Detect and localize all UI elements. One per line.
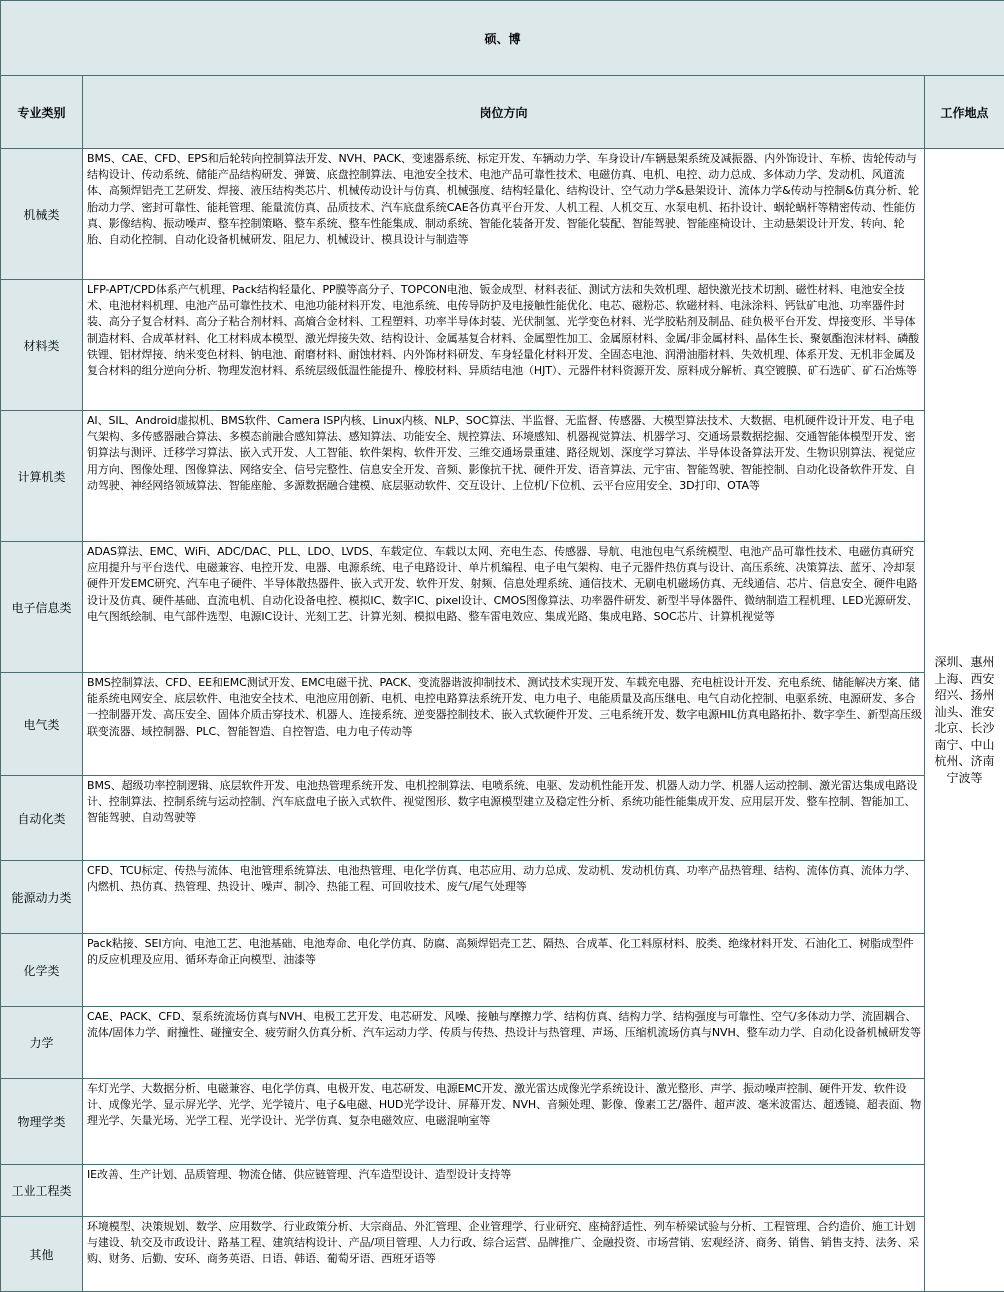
table-row xyxy=(1,1217,1004,1292)
category-cell: 力学 xyxy=(1,1007,83,1079)
direction-cell: CFD、TCU标定、传热与流体、电池管理系统算法、电池热管理、电化学仿真、电芯应用、动力总成、发动机、发动机仿真、功率产品热管理、结构、流体仿真、流体力学、内燃机、热仿真、热管理、热设计、噪声、制冷、热能工程、可回收技术、废气/尾气处理等 xyxy=(83,861,925,934)
table-row xyxy=(1,673,1004,776)
table-row xyxy=(1,934,1004,1007)
table-row xyxy=(1,1007,1004,1079)
category-cell: 工业工程类 xyxy=(1,1165,83,1217)
category-cell: 电气类 xyxy=(1,673,83,776)
category-cell: 自动化类 xyxy=(1,776,83,861)
direction-cell: BMS、超级功率控制逻辑、底层软件开发、电池热管理系统开发、电机控制算法、电喷系统、电驱、发动机性能开发、机器人动力学、机器人运动控制、激光雷达集成电路设计、控制算法、控制系统与运动控制、汽车底盘电子嵌入式软件、视觉图形、数字电源模型建立及稳定性分析、系统功能性能集成开发、应用层开发、整车控制、智能加工、智能驾驶、自动驾驶等 xyxy=(83,776,925,861)
table-row xyxy=(1,1165,1004,1217)
table-row xyxy=(1,542,1004,673)
location-cell: 深圳、惠州上海、西安绍兴、扬州汕头、淮安北京、长沙南宁、中山杭州、济南宁波等 xyxy=(925,149,1004,1292)
direction-cell: AI、SIL、Android虚拟机、BMS软件、Camera ISP内核、Linux内核、NLP、SOC算法、半监督、无监督、传感器、大模型算法技术、大数据、电机硬件设计开发、电子电气架构、多传感器融合算法、多模态前融合感知算法、感知算法、功能安全、规控算法、环境感知、机器视觉算法、机器学习、交通场景数据挖掘、交通智能体模型开发、密钥算法与测评、迁移学习算法、嵌入式开发、人工智能、软件架构、软件开发、三维交通场景重建、路径规划、深度学习算法、半导体设备算法开发、生物识别算法、视觉应用方向、图像处理、图像算法、网络安全、信号完整性、信息安全开发、音频、影像抗干扰、硬件开发、语音算法、元宇宙、智能驾驶、智能控制、自动化设备软件开发、自动驾驶、神经网络领域算法、智能座舱、多源数据融合建模、底层驱动软件、交互设计、上位机/下位机、云平台应用安全、3D打印、OTA等 xyxy=(83,411,925,542)
category-cell: 电子信息类 xyxy=(1,542,83,673)
header-category: 专业类别 xyxy=(1,76,83,149)
table-row xyxy=(1,280,1004,411)
table-row xyxy=(1,861,1004,934)
category-cell: 物理学类 xyxy=(1,1079,83,1165)
header-direction: 岗位方向 xyxy=(83,76,925,149)
table-row xyxy=(1,149,1004,280)
direction-cell: CAE、PACK、CFD、泵系统流场仿真与NVH、电极工艺开发、电芯研发、风噪、接触与摩擦力学、结构仿真、结构力学、结构强度与可靠性、空气/多体动力学、流固耦合、流体/固体力学、耐撞性、碰撞安全、疲劳耐久仿真分析、汽车运动力学、传质与传热、热设计与热管理、声场、压缩机流场仿真与NVH、整车动力学、自动化设备机械研发等 xyxy=(83,1007,925,1079)
direction-cell: 车灯光学、大数据分析、电磁兼容、电化学仿真、电极开发、电芯研发、电源EMC开发、激光雷达成像光学系统设计、激光整形、声学、振动噪声控制、硬件开发、软件设计、成像光学、显示屏光学、光学、光学镜片、电子&电磁、HUD光学设计、屏幕开发、NVH、音频处理、影像、像素工艺/器件、超声波、毫米波雷达、超透镜、超表面、物理光学、矢量光场、光学工程、光学设计、光学仿真、复杂电磁效应、电磁混响室等 xyxy=(83,1079,925,1165)
category-cell: 机械类 xyxy=(1,149,83,280)
table-title: 硕、博 xyxy=(1,1,1004,76)
category-cell: 材料类 xyxy=(1,280,83,411)
direction-cell: IE改善、生产计划、品质管理、物流仓储、供应链管理、汽车造型设计、造型设计支持等 xyxy=(83,1165,925,1217)
category-cell: 化学类 xyxy=(1,934,83,1007)
direction-cell: ADAS算法、EMC、WiFi、ADC/DAC、PLL、LDO、LVDS、车载定位、车载以太网、充电生态、传感器、导航、电池包电气系统模型、电池产品可靠性技术、电磁仿真研究应用提升与平台迭代、电磁兼容、电控开发、电器、电源系统、电子电路设计、单片机编程、电子电气架构、电子元器件热仿真与设计、高压系统、决策算法、蓝牙、冷却泵硬件开发EMC研究、汽车电子硬件、半导体散热器件、嵌入式开发、软件开发、射频、信息处理系统、通信技术、无刷电机磁场仿真、无线通信、芯片、信息安全、硬件电路设计及仿真、硬件基础、直流电机、自动化设备电控、模拟IC、数字IC、pixel设计、CMOS图像算法、功率器件研发、新型半导体器件、微纳制造工程机理、LED光源研发、电气图纸绘制、电气部件选型、电源IC设计、光刻工艺、计算光刻、模拟电路、整车雷电效应、集成光路、集成电路、SOC芯片、计算机视觉等 xyxy=(83,542,925,673)
direction-cell: 环境模型、决策规划、数学、应用数学、行业政策分析、大宗商品、外汇管理、企业管理学、行业研究、座椅舒适性、列车桥梁试验与分析、工程管理、合约造价、施工计划与建设、轨交及市政设计、路基工程、建筑结构设计、产品/项目管理、人力行政、综合运营、品牌推广、金融投资、市场营销、宏观经济、商务、销售、销售支持、法务、采购、财务、后勤、安环、商务英语、日语、韩语、葡萄牙语、西班牙语等 xyxy=(83,1217,925,1292)
category-cell: 能源动力类 xyxy=(1,861,83,934)
table-row xyxy=(1,776,1004,861)
category-cell: 计算机类 xyxy=(1,411,83,542)
direction-cell: BMS、CAE、CFD、EPS和后轮转向控制算法开发、NVH、PACK、变速器系统、标定开发、车辆动力学、车身设计/车辆悬架系统及减振器、内外饰设计、车桥、齿轮传动与结构设计、传动系统、储能产品结构研发、弹簧、底盘控制算法、电池安全技术、电池产品可靠性技术、电磁仿真、电机、电控、动力总成、多体动力学、发动机、风道流体、高频焊铝壳工艺研发、焊接、液压结构类芯片、机械传动设计与仿真、机械强度、结构轻量化、结构设计、空气动力学&悬架设计、流体力学&传动与控制&仿真分析、轮胎动力学、密封可靠性、能耗管理、能量流仿真、品质技术、汽车底盘系统CAE各仿真平台开发、人机工程、人机交互、水泵电机、拓扑设计、蜗轮蜗杆等精密传动、性能仿真、影像结构、振动噪声、整车控制策略、整车系统、整车性能集成、制动系统、智能化装备开发、智能化装配、智能驾驶、智能座椅设计、主动悬架设计开发、转向、轮胎、自动化控制、自动化设备机械研发、阻尼力、机械设计、模具设计与制造等 xyxy=(83,149,925,280)
table-row xyxy=(1,1079,1004,1165)
table-row xyxy=(1,411,1004,542)
header-location: 工作地点 xyxy=(925,76,1004,149)
direction-cell: LFP-APT/CPD体系产气机理、Pack结构轻量化、PP膜等高分子、TOPCON电池、钣金成型、材料表征、测试方法和失效机理、超快激光技术切割、磁性材料、电池安全技术、电池材料机理、电池产品可靠性技术、电池功能材料开发、电池系统、电传导防护及电接触性能优化、电芯、磁粉芯、软磁材料、电泳涂料、钙钛矿电池、功率器件封装、高分子复合材料、高分子粘合剂材料、高熵合金材料、工程塑料、功率半导体封装、光伏制氢、光学变色材料、光学胶粘剂及制品、硅负极平台开发、焊接变形、半导体制造材料、合成革材料、化工材料成本模型、激光焊接失效、结构设计、金属基复合材料、金属塑性加工、金属原材料、金属/非金属材料、晶体生长、聚氨酯泡沫材料、磷酸铁锂、铝材焊接、纳米变色材料、钠电池、耐磨材料、耐蚀材料、内外饰材料研发、车身轻量化材料开发、全固态电池、润滑油脂材料、失效机理、体系开发、无机非金属及复合材料的组分逆向分析、物理发泡材料、系统层级低温性能提升、橡胶材料、异质结电池（HJT）、元器件材料资源开发、原料成分解析、真空镀膜、矿石选矿、矿石冶炼等 xyxy=(83,280,925,411)
direction-cell: Pack粘接、SEI方向、电池工艺、电池基础、电池寿命、电化学仿真、防腐、高频焊铝壳工艺、隔热、合成革、化工料原材料、胶类、绝缘材料开发、石油化工、树脂成型件的反应机理及应用、循环寿命正向模型、油漆等 xyxy=(83,934,925,1007)
category-cell: 其他 xyxy=(1,1217,83,1292)
direction-cell: BMS控制算法、CFD、EE和EMC测试开发、EMC电磁干扰、PACK、变流器谐波抑制技术、测试技术实现开发、车载充电器、充电桩设计开发、充电系统、储能解决方案、储能系统电网安全、底层软件、电池安全技术、电池应用创新、电机、电控电路算法系统开发、电力电子、电能质量及高压继电、电气自动化控制、电驱系统、电源研发、多合一控制器开发、高压安全、固体介质击穿技术、机器人、连接系统、逆变器控制技术、嵌入式软硬件开发、三电系统开发、数字电源HIL仿真电路拓扑、数字孪生、新型高压级联变流器、域控制器、PLC、智能智造、自控智造、电力电子传动等 xyxy=(83,673,925,776)
